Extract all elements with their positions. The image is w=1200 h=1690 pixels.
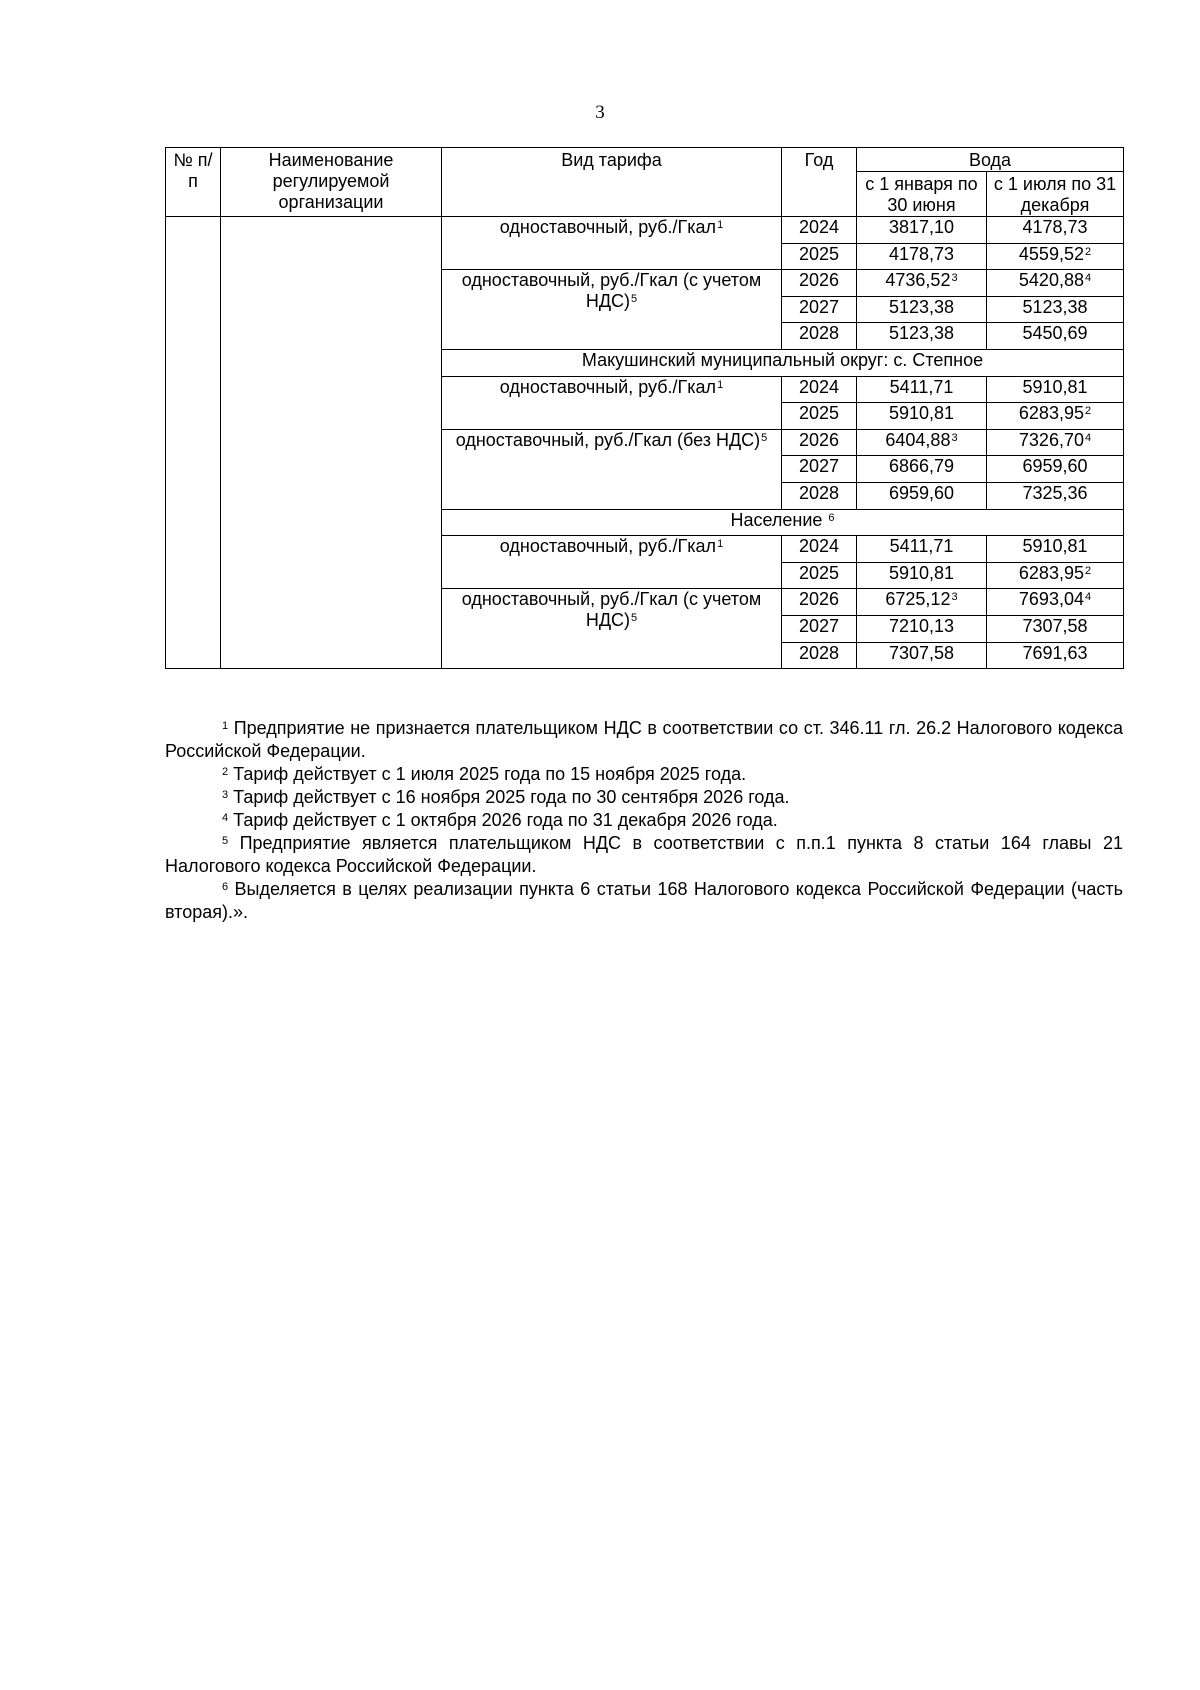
- footnote-mark: 5: [222, 835, 229, 847]
- org-cell: [221, 217, 442, 669]
- tariff-type: одноставочный, руб./Гкал$^1$: [442, 536, 782, 589]
- header-type: Вид тарифа: [442, 148, 782, 217]
- value-jan-jun: 6404,88$^3$: [857, 429, 987, 456]
- footnote-mark: 4: [222, 812, 229, 824]
- value-jan-jun: 5411,71: [857, 536, 987, 563]
- footnote-mark: 1: [222, 720, 229, 732]
- footnote: [165, 809, 1123, 832]
- value-jan-jun: 6959,60: [857, 482, 987, 509]
- year-cell: 2025: [782, 403, 857, 430]
- value-jan-jun: 6866,79: [857, 456, 987, 483]
- year-cell: 2028: [782, 482, 857, 509]
- table-row: [166, 217, 1124, 244]
- tariff-table: [165, 147, 1124, 669]
- page-number: 3: [595, 102, 605, 123]
- footnote-text: Тариф действует с 1 октября 2026 года по 31 декабря 2026 года.: [228, 810, 778, 830]
- value-jul-dec: 5420,88$^4$: [987, 270, 1124, 297]
- footnote: [165, 878, 1123, 924]
- value-jul-dec: 6283,95$^2$: [987, 403, 1124, 430]
- section-title: Население $^6$: [442, 509, 1124, 536]
- footnote-text: Предприятие не признается плательщиком НДС в соответствии со ст. 346.11 гл. 26.2 Налогового кодекса Российской Федерации.: [165, 718, 1123, 761]
- footnote-text: Тариф действует с 16 ноября 2025 года по 30 сентября 2026 года.: [228, 787, 790, 807]
- year-cell: 2026: [782, 429, 857, 456]
- tariff-type: одноставочный, руб./Гкал (с учетом НДС)$^5$: [442, 589, 782, 669]
- value-jan-jun: 7307,58: [857, 642, 987, 669]
- header-num: № п/п: [166, 148, 221, 217]
- value-jul-dec: 5910,81: [987, 376, 1124, 403]
- value-jul-dec: 5910,81: [987, 536, 1124, 563]
- tariff-type: одноставочный, руб./Гкал (с учетом НДС)$^5$: [442, 270, 782, 350]
- header-year: Год: [782, 148, 857, 217]
- value-jan-jun: 3817,10: [857, 217, 987, 244]
- value-jul-dec: 7691,63: [987, 642, 1124, 669]
- year-cell: 2028: [782, 323, 857, 350]
- footnote-mark: 2: [222, 766, 229, 778]
- footnotes: [165, 717, 1123, 924]
- footnote-text: Тариф действует с 1 июля 2025 года по 15 ноября 2025 года.: [228, 764, 747, 784]
- year-cell: 2024: [782, 536, 857, 563]
- value-jan-jun: 5123,38: [857, 323, 987, 350]
- year-cell: 2024: [782, 376, 857, 403]
- tariff-type: одноставочный, руб./Гкал$^1$: [442, 376, 782, 429]
- footnote: [165, 717, 1123, 763]
- header-period-2: с 1 июля по 31 декабря: [987, 172, 1124, 217]
- value-jan-jun: 5910,81: [857, 403, 987, 430]
- footnote-mark: 3: [222, 789, 229, 801]
- value-jan-jun: 5411,71: [857, 376, 987, 403]
- table-body: [166, 217, 1124, 669]
- year-cell: 2027: [782, 456, 857, 483]
- footnote: [165, 832, 1123, 878]
- value-jan-jun: 5123,38: [857, 296, 987, 323]
- footnote: [165, 786, 1123, 809]
- value-jul-dec: 7307,58: [987, 615, 1124, 642]
- header-org: Наименование регулируемой организации: [221, 148, 442, 217]
- year-cell: 2027: [782, 296, 857, 323]
- value-jan-jun: 4178,73: [857, 243, 987, 270]
- value-jan-jun: 7210,13: [857, 615, 987, 642]
- year-cell: 2026: [782, 270, 857, 297]
- year-cell: 2028: [782, 642, 857, 669]
- value-jul-dec: 7693,04$^4$: [987, 589, 1124, 616]
- header-water: Вода: [857, 148, 1124, 172]
- value-jan-jun: 5910,81: [857, 562, 987, 589]
- year-cell: 2026: [782, 589, 857, 616]
- footnote-text: Предприятие является плательщиком НДС в соответствии с п.п.1 пункта 8 статьи 164 главы 21 Налогового кодекса Российской Федерации.: [165, 833, 1123, 876]
- value-jul-dec: 5123,38: [987, 296, 1124, 323]
- section-title: Макушинский муниципальный округ: с. Степное: [442, 349, 1124, 376]
- footnote-text: Выделяется в целях реализации пункта 6 статьи 168 Налогового кодекса Российской Федерации (часть вторая).».: [165, 879, 1123, 922]
- tariff-type: одноставочный, руб./Гкал (без НДС)$^5$: [442, 429, 782, 509]
- value-jul-dec: 6959,60: [987, 456, 1124, 483]
- year-cell: 2024: [782, 217, 857, 244]
- value-jul-dec: 6283,95$^2$: [987, 562, 1124, 589]
- value-jul-dec: 4178,73: [987, 217, 1124, 244]
- value-jul-dec: 7325,36: [987, 482, 1124, 509]
- num-cell: [166, 217, 221, 669]
- value-jan-jun: 6725,12$^3$: [857, 589, 987, 616]
- footnote: [165, 763, 1123, 786]
- year-cell: 2025: [782, 243, 857, 270]
- value-jul-dec: 4559,52$^2$: [987, 243, 1124, 270]
- footnote-mark: 6: [222, 881, 229, 893]
- value-jul-dec: 5450,69: [987, 323, 1124, 350]
- header-period-1: с 1 января по 30 июня: [857, 172, 987, 217]
- year-cell: 2027: [782, 615, 857, 642]
- value-jul-dec: 7326,70$^4$: [987, 429, 1124, 456]
- tariff-type: одноставочный, руб./Гкал$^1$: [442, 217, 782, 270]
- year-cell: 2025: [782, 562, 857, 589]
- value-jan-jun: 4736,52$^3$: [857, 270, 987, 297]
